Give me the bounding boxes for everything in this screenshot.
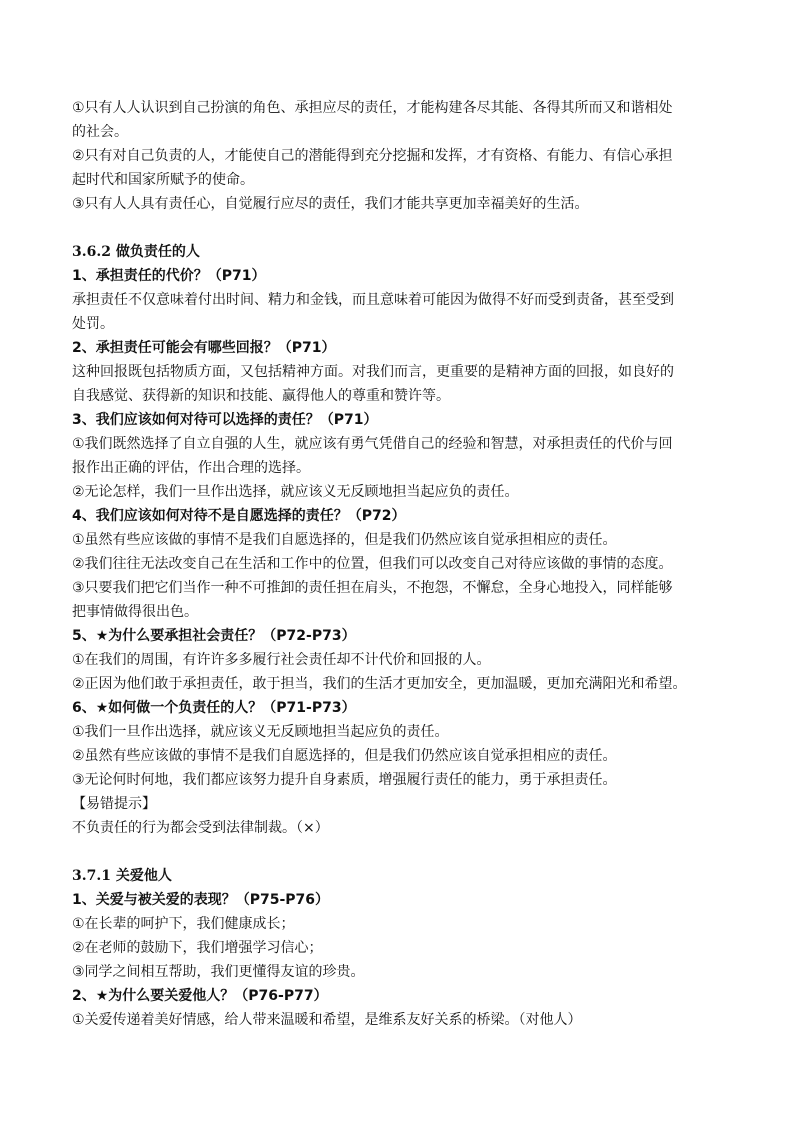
text-line: 这种回报既包括物质方面，又包括精神方面。对我们而言，更重要的是精神方面的回报，如良好的 bbox=[72, 364, 674, 380]
question-heading: 4、我们应该如何对待不是自愿选择的责任？（P72） bbox=[72, 508, 406, 524]
question-heading: 5、★为什么要承担社会责任？（P72-P73） bbox=[72, 628, 356, 644]
text-line: ③同学之间相互帮助，我们更懂得友谊的珍贵。 bbox=[72, 964, 365, 980]
section-heading: 3.7.1 关爱他人 bbox=[72, 868, 172, 884]
text-line: ②虽然有些应该做的事情不是我们自愿选择的，但是我们仍然应该自觉承担相应的责任。 bbox=[72, 748, 617, 764]
question-heading: 2、承担责任可能会有哪些回报？（P71） bbox=[72, 340, 336, 356]
text-line: 不负责任的行为都会受到法律制裁。（×） bbox=[72, 820, 329, 836]
text-line: 报作出正确的评估，作出合理的选择。 bbox=[72, 460, 310, 476]
blank-line bbox=[72, 216, 732, 240]
text-line: ①只有人人认识到自己扮演的角色、承担应尽的责任，才能构建各尽其能、各得其所而又和谐相处 bbox=[72, 100, 673, 116]
text-line: ③只有人人具有责任心，自觉履行应尽的责任，我们才能共享更加幸福美好的生活。 bbox=[72, 196, 589, 212]
question-heading: 6、★如何做一个负责任的人？（P71-P73） bbox=[72, 700, 356, 716]
text-line: 自我感觉、获得新的知识和技能、赢得他人的尊重和赞许等。 bbox=[72, 388, 450, 404]
text-line: ③无论何时何地，我们都应该努力提升自身素质，增强履行责任的能力，勇于承担责任。 bbox=[72, 772, 617, 788]
question-heading: 3、我们应该如何对待可以选择的责任？（P71） bbox=[72, 412, 378, 428]
question-heading: 1、关爱与被关爱的表现？（P75-P76） bbox=[72, 892, 330, 908]
text-line: ③只要我们把它们当作一种不可推卸的责任担在肩头，不抱怨，不懈怠，全身心地投入，同样能够 bbox=[72, 580, 673, 596]
blank-line bbox=[72, 840, 732, 864]
document-page bbox=[72, 96, 732, 1032]
text-line: 【易错提示】 bbox=[72, 796, 156, 812]
text-line: ①我们一旦作出选择，就应该义无反顾地担当起应负的责任。 bbox=[72, 724, 449, 740]
text-line: ②无论怎样，我们一旦作出选择，就应该义无反顾地担当起应负的责任。 bbox=[72, 484, 519, 500]
text-line: ①我们既然选择了自立自强的人生，就应该有勇气凭借自己的经验和智慧，对承担责任的代价与回 bbox=[72, 436, 673, 452]
text-line: ②正因为他们敢于承担责任，敢于担当，我们的生活才更加安全，更加温暖，更加充满阳光和希望。 bbox=[72, 676, 687, 692]
text-line: 处罚。 bbox=[72, 316, 114, 332]
text-line: ①关爱传递着美好情感，给人带来温暖和希望，是维系友好关系的桥梁。（对他人） bbox=[72, 1012, 582, 1028]
text-line: ②只有对自己负责的人，才能使自己的潜能得到充分挖掘和发挥，才有资格、有能力、有信心承担 bbox=[72, 148, 673, 164]
question-heading: 1、承担责任的代价？（P71） bbox=[72, 268, 266, 284]
text-line: ①虽然有些应该做的事情不是我们自愿选择的，但是我们仍然应该自觉承担相应的责任。 bbox=[72, 532, 617, 548]
section-heading: 3.6.2 做负责任的人 bbox=[72, 244, 200, 260]
text-line: ②在老师的鼓励下，我们增强学习信心； bbox=[72, 940, 323, 956]
text-line: 的社会。 bbox=[72, 124, 128, 140]
text-line: 把事情做得很出色。 bbox=[72, 604, 198, 620]
question-heading: 2、★为什么要关爱他人？（P76-P77） bbox=[72, 988, 328, 1004]
text-line: ②我们往往无法改变自己在生活和工作中的位置，但我们可以改变自己对待应该做的事情的态度。 bbox=[72, 556, 673, 572]
text-line: 起时代和国家所赋予的使命。 bbox=[72, 172, 254, 188]
text-line: ①在我们的周围，有许许多多履行社会责任却不计代价和回报的人。 bbox=[72, 652, 491, 668]
text-line: 承担责任不仅意味着付出时间、精力和金钱，而且意味着可能因为做得不好而受到责备，甚至受到 bbox=[72, 292, 674, 308]
text-line: ①在长辈的呵护下，我们健康成长； bbox=[72, 916, 295, 932]
